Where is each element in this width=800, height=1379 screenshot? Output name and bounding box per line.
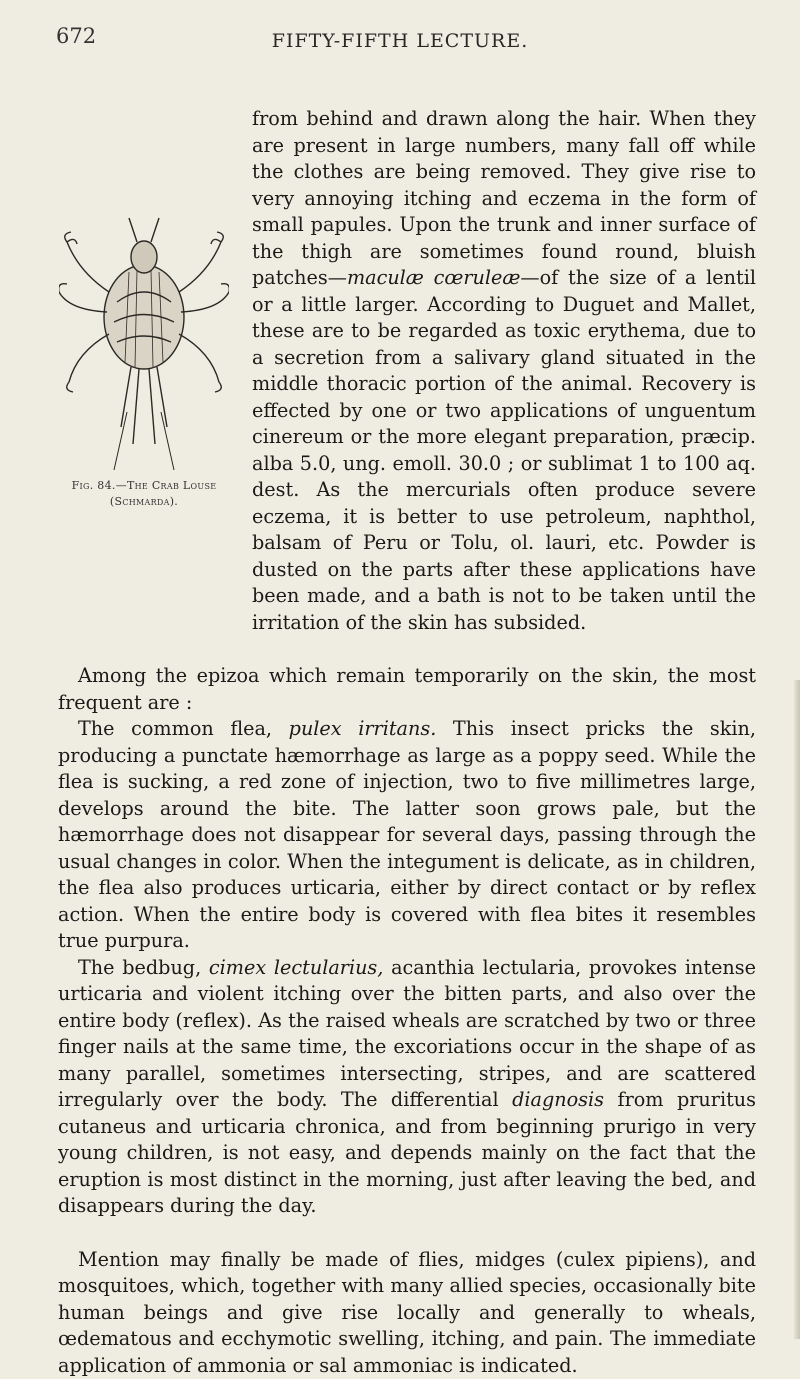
page-number: 672	[56, 24, 96, 48]
term-diagnosis: diagnosis	[512, 1088, 604, 1111]
term-maculae-caeruleae: maculæ cœruleæ	[347, 266, 520, 289]
figure-caption-line1: Fig. 84.—The Crab Louse	[44, 478, 244, 494]
figure-caption-line2: (Schmarda).	[44, 494, 244, 510]
running-head: FIFTY-FIFTH LECTURE.	[0, 30, 800, 52]
term-pulex-irritans: pulex irritans.	[289, 717, 437, 740]
body-text	[58, 106, 756, 1379]
term-cimex-lectularius: cimex lectularius,	[209, 956, 383, 979]
paragraph-flies: Mention may finally be made of flies, midges (culex pipiens), and mosquitoes, which, together with many allied species, occasionally bite human beings and give rise locally and generally to wheals, œdematous and ecchymotic swelling, itching, and pain. The immediate application of ammonia or sal ammoniac is indicated.	[58, 1247, 756, 1379]
crab-louse-illustration	[59, 212, 229, 474]
paragraph-1: from behind and drawn along the hair. When they are present in large numbers, many fall off while the clothes are being removed. They give rise to very annoying itching and eczema in the form of small papules. Upon the trunk and inner surface of the thigh are sometimes found round, bluish patches—maculæ cœruleæ—of the size of a lentil or a little larger. According to Duguet and Mallet, these are to be regarded as toxic erythema, due to a secretion from a salivary gland situated in the middle thoracic portion of the animal. Recovery is effected by one or two applications of unguentum cinereum or the more elegant preparation, præcip. alba 5.0, ung. emoll. 30.0 ; or sublimat 1 to 100 aq. dest. As the mercurials often produce severe eczema, it is better to use petroleum, naphthol, balsam of Peru or Tolu, ol. lauri, etc. Powder is dusted on the parts after these applications have been made, and a bath is not to be taken until the irritation of the skin has subsided.	[58, 106, 756, 636]
paragraph-bedbug: The bedbug, cimex lectularius, acanthia lectularia, provokes intense urticaria and violent itching over the bitten parts, and also over the entire body (reflex). As the raised wheals are scratched by two or three finger nails at the same time, the excoriations occur in the shape of as many parallel, sometimes intersecting, stripes, and are scattered irregularly over the body. The differential diagnosis from pruritus cutaneus and urticaria chronica, and from beginning prurigo in very young children, is not easy, and depends mainly on the fact that the eruption is most distinct in the morning, just after leaving the bed, and disappears during the day.	[58, 955, 756, 1220]
figure-crab-louse	[44, 212, 244, 642]
figure-caption	[44, 478, 244, 510]
paragraph-flea: The common flea, pulex irritans. This insect pricks the skin, producing a punctate hæmorrhage as large as a poppy seed. While the flea is sucking, a red zone of injection, two to five millimetres large, develops around the bite. The latter soon grows pale, but the hæmorrhage does not disappear for several days, passing through the usual changes in color. When the integument is delicate, as in children, the flea also produces urticaria, either by direct contact or by reflex action. When the entire body is covered with flea bites it resembles true purpura.	[58, 716, 756, 955]
paragraph-2: Among the epizoa which remain temporarily on the skin, the most frequent are :	[58, 663, 756, 716]
page-edge-shadow	[794, 680, 800, 1339]
